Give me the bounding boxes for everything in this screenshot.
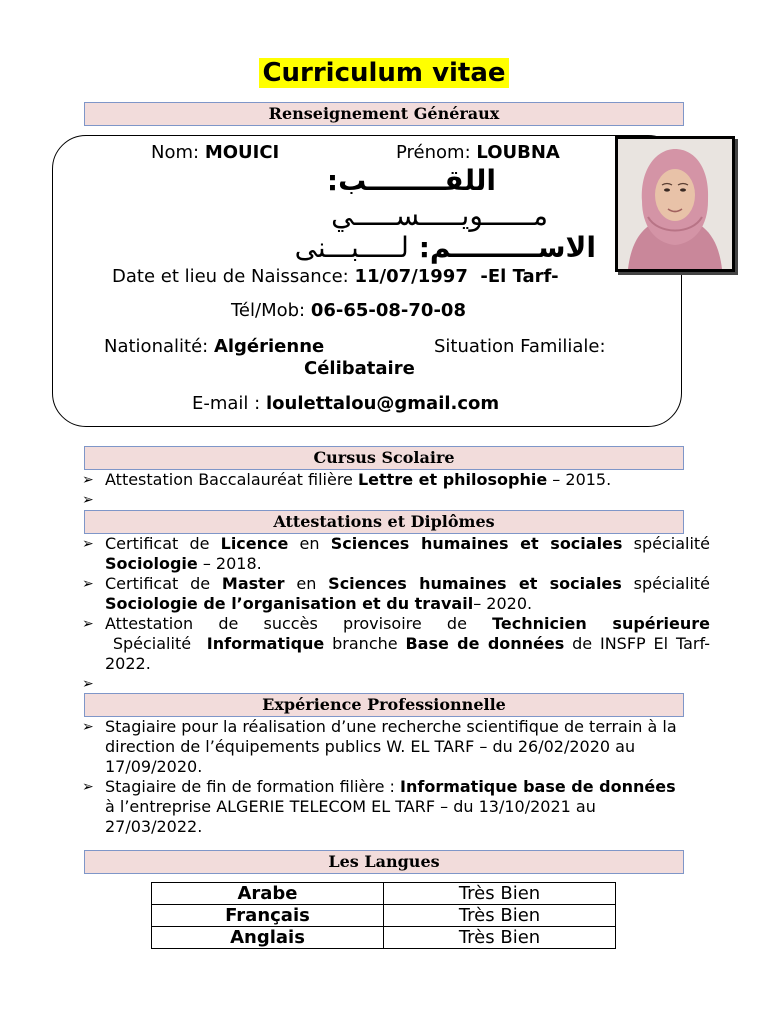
- tel-value: 06-65-08-70-08: [310, 300, 466, 321]
- attestations-list: [80, 534, 710, 694]
- email-line: [192, 393, 499, 414]
- tel-label: Tél/Mob:: [231, 300, 306, 321]
- birth-line: [112, 266, 559, 287]
- language-level: Très Bien: [384, 927, 616, 949]
- table-row: [152, 905, 616, 927]
- cursus-list: [80, 470, 710, 510]
- arabic-surname-value: مــــــويـــــســـــي: [331, 199, 548, 232]
- nom-line: [151, 142, 279, 163]
- list-item-empty: ➢: [82, 676, 94, 692]
- situation-label: Situation Familiale:: [434, 336, 606, 357]
- email-label: E-mail :: [192, 393, 261, 414]
- list-item: ➢ Attestation Baccalauréat filière Lettre et philosophie – 2015.: [82, 470, 612, 489]
- prenom-line: [396, 142, 560, 163]
- cv-title: Curriculum vitae: [259, 58, 508, 88]
- experience-list: [80, 717, 680, 837]
- nationality-value: Algérienne: [213, 336, 325, 357]
- list-item-empty: ➢: [82, 492, 94, 508]
- language-name: Français: [152, 905, 384, 927]
- list-item: ➢ Stagiaire pour la réalisation d’une recherche scientifique de terrain à la direction de l’équipements publics W. EL TARF – du 26/02/2020 au 17/09/2020.: [82, 717, 677, 776]
- birth-value: 11/07/1997 -El Tarf-: [354, 266, 559, 287]
- table-row: [152, 927, 616, 949]
- list-item: ➢ Certificat de Master en Sciences humaines et sociales spécialité Sociologie de l’organisation et du travail– 2020.: [82, 574, 711, 613]
- language-level: Très Bien: [384, 883, 616, 905]
- situation-value: Célibataire: [304, 358, 415, 379]
- language-level: Très Bien: [384, 905, 616, 927]
- prenom-label: Prénom:: [396, 142, 471, 163]
- arabic-name-label: الاســـــــــم:: [418, 231, 596, 264]
- section-header-cursus: Cursus Scolaire: [84, 446, 684, 470]
- section-header-attestations: Attestations et Diplômes: [84, 510, 684, 534]
- section-header-langues: Les Langues: [84, 850, 684, 874]
- language-name: Anglais: [152, 927, 384, 949]
- list-item: ➢ Certificat de Licence en Sciences humaines et sociales spécialité Sociologie – 2018.: [82, 534, 711, 573]
- arabic-surname-label: اللقــــــــب:: [326, 164, 496, 197]
- portrait-photo: [615, 136, 735, 272]
- cv-title-wrap: [0, 58, 768, 88]
- list-item: ➢ Attestation de succès provisoire de Technicien supérieure Spécialité Informatique branche Base de données de INSFP El Tarf- 2022.: [82, 614, 711, 673]
- nom-value: MOUICI: [204, 142, 280, 163]
- nom-label: Nom:: [151, 142, 200, 163]
- section-header-experience: Expérience Professionnelle: [84, 693, 684, 717]
- nationality-line: [104, 336, 324, 357]
- birth-label: Date et lieu de Naissance:: [112, 266, 349, 287]
- section-header-general: Renseignement Généraux: [84, 102, 684, 126]
- nationality-label: Nationalité:: [104, 336, 209, 357]
- language-name: Arabe: [152, 883, 384, 905]
- prenom-value: LOUBNA: [476, 142, 560, 163]
- email-value[interactable]: loulettalou@gmail.com: [265, 393, 500, 414]
- list-item: ➢ Stagiaire de fin de formation filière : Informatique base de données à l’entreprise ALGERIE TELECOM EL TARF – du 13/10/2021 au 27/03/2022.: [82, 777, 676, 836]
- arabic-name-value: لـــــبـــنى: [294, 231, 409, 264]
- tel-line: [231, 300, 466, 321]
- languages-table: [151, 882, 616, 949]
- table-row: [152, 883, 616, 905]
- portrait-photo-icon: [618, 139, 732, 269]
- arabic-name-line: [295, 231, 596, 264]
